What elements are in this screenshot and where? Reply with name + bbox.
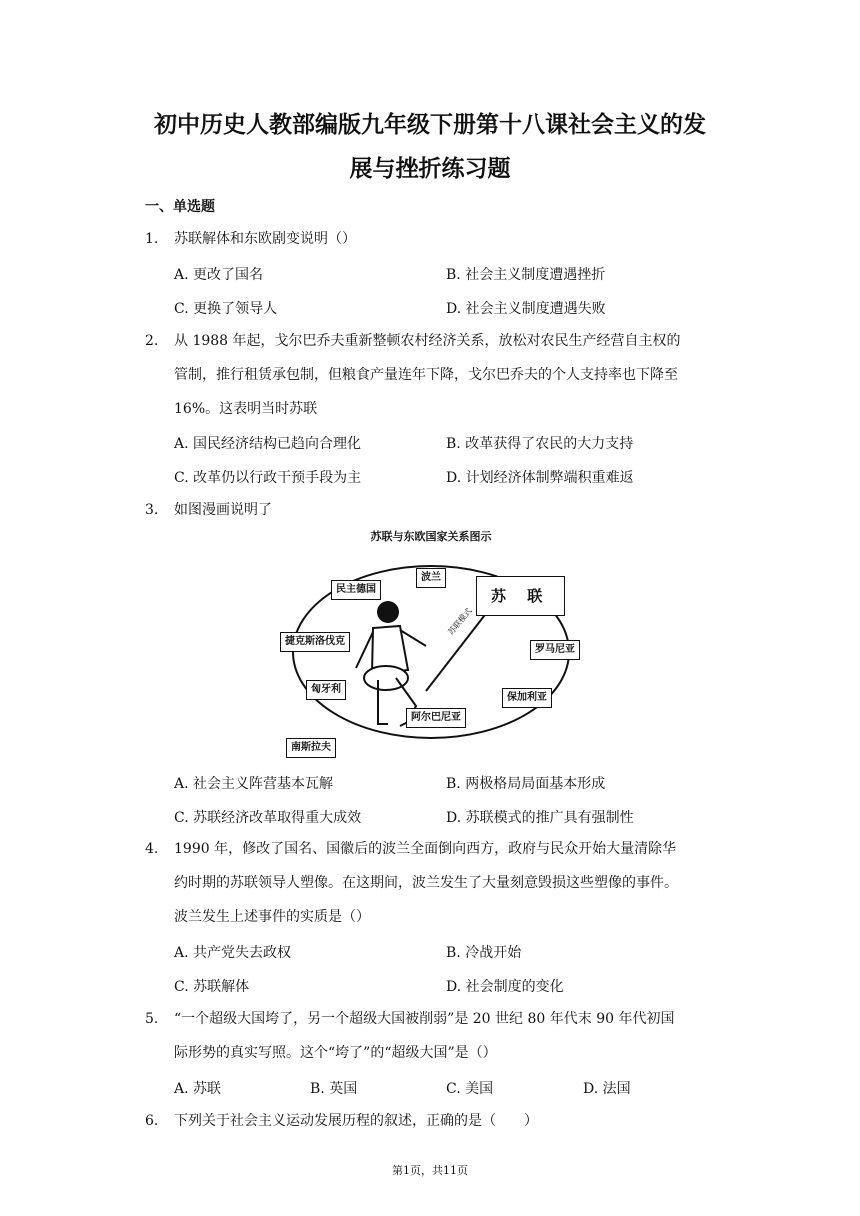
country-box: 波兰 (416, 568, 446, 588)
option-b: B. 改革获得了农民的大力支持 (446, 436, 634, 452)
option-d: D. 法国 (583, 1081, 631, 1097)
option-b: B. 冷战开始 (446, 945, 522, 961)
question-number: 2. (145, 333, 159, 349)
option-d: D. 计划经济体制弊端积重难返 (446, 470, 634, 486)
question-stem-line: 际形势的真实写照。这个“垮了”的“超级大国”是（） (174, 1045, 497, 1061)
figure-title: 苏联与东欧国家关系图示 (370, 530, 492, 543)
option-c: C. 苏联解体 (174, 979, 250, 995)
soviet-union-box: 苏 联 (476, 576, 565, 616)
question-stem: 如图漫画说明了 (174, 502, 272, 518)
option-a: A. 苏联 (174, 1081, 222, 1097)
question-stem-line: 1990 年，修改了国名、国徽后的波兰全面倒向西方，政府与民众开始大量清除华 (174, 841, 677, 857)
question-stem-line: 管制，推行租赁承包制，但粮食产量连年下降，戈尔巴乔夫的个人支持率也下降至 (174, 367, 678, 383)
option-c: C. 美国 (446, 1081, 494, 1097)
question-number: 1. (145, 231, 159, 247)
option-c: C. 苏联经济改革取得重大成效 (174, 810, 362, 826)
question-stem-line: “一个超级大国垮了，另一个超级大国被削弱”是 20 世纪 80 年代末 90 年代初国 (174, 1011, 675, 1027)
document-title-line2: 展与挫折练习题 (349, 156, 511, 182)
option-c: C. 改革仍以行政干预手段为主 (174, 470, 362, 486)
option-d: D. 社会主义制度遭遇失败 (446, 301, 606, 317)
question-number: 5. (145, 1011, 159, 1027)
country-box: 阿尔巴尼亚 (406, 708, 466, 728)
question-stem-line: 16%。这表明当时苏联 (174, 401, 318, 417)
section-heading: 一、单选题 (145, 199, 215, 215)
option-b: B. 英国 (310, 1081, 358, 1097)
question-stem-line: 约时期的苏联领导人塑像。在这期间，波兰发生了大量刻意毁损这些塑像的事件。 (174, 875, 678, 891)
option-a: A. 社会主义阵营基本瓦解 (174, 776, 334, 792)
arrow-label: 苏联模式 (446, 606, 474, 637)
question-stem: 苏联解体和东欧剧变说明（） (174, 231, 356, 247)
question-stem-line: 从 1988 年起，戈尔巴乔夫重新整顿农村经济关系，放松对农民生产经营自主权的 (174, 333, 681, 349)
country-box: 罗马尼亚 (530, 640, 580, 660)
option-d: D. 社会制度的变化 (446, 979, 564, 995)
option-b: B. 两极格局局面基本形成 (446, 776, 606, 792)
document-title-line1: 初中历史人教部编版九年级下册第十八课社会主义的发 (154, 112, 706, 138)
country-box: 南斯拉夫 (286, 738, 336, 758)
question-number: 4. (145, 841, 159, 857)
question-number: 6. (145, 1113, 159, 1129)
question-stem-line: 波兰发生上述事件的实质是（） (174, 909, 370, 925)
option-b: B. 社会主义制度遭遇挫折 (446, 267, 606, 283)
option-a: A. 更改了国名 (174, 267, 264, 283)
page-footer: 第1页，共11页 (392, 1164, 468, 1177)
country-box: 民主德国 (331, 580, 381, 600)
option-d: D. 苏联模式的推广具有强制性 (446, 810, 634, 826)
option-c: C. 更换了领导人 (174, 301, 278, 317)
cartoon-figure (276, 528, 586, 768)
option-a: A. 国民经济结构已趋向合理化 (174, 436, 362, 452)
country-box: 保加利亚 (502, 688, 552, 708)
option-a: A. 共产党失去政权 (174, 945, 292, 961)
country-box: 匈牙利 (306, 680, 346, 700)
question-number: 3. (145, 502, 159, 518)
question-stem: 下列关于社会主义运动发展历程的叙述，正确的是（ ） (174, 1113, 538, 1129)
country-box: 捷克斯洛伐克 (280, 632, 350, 652)
